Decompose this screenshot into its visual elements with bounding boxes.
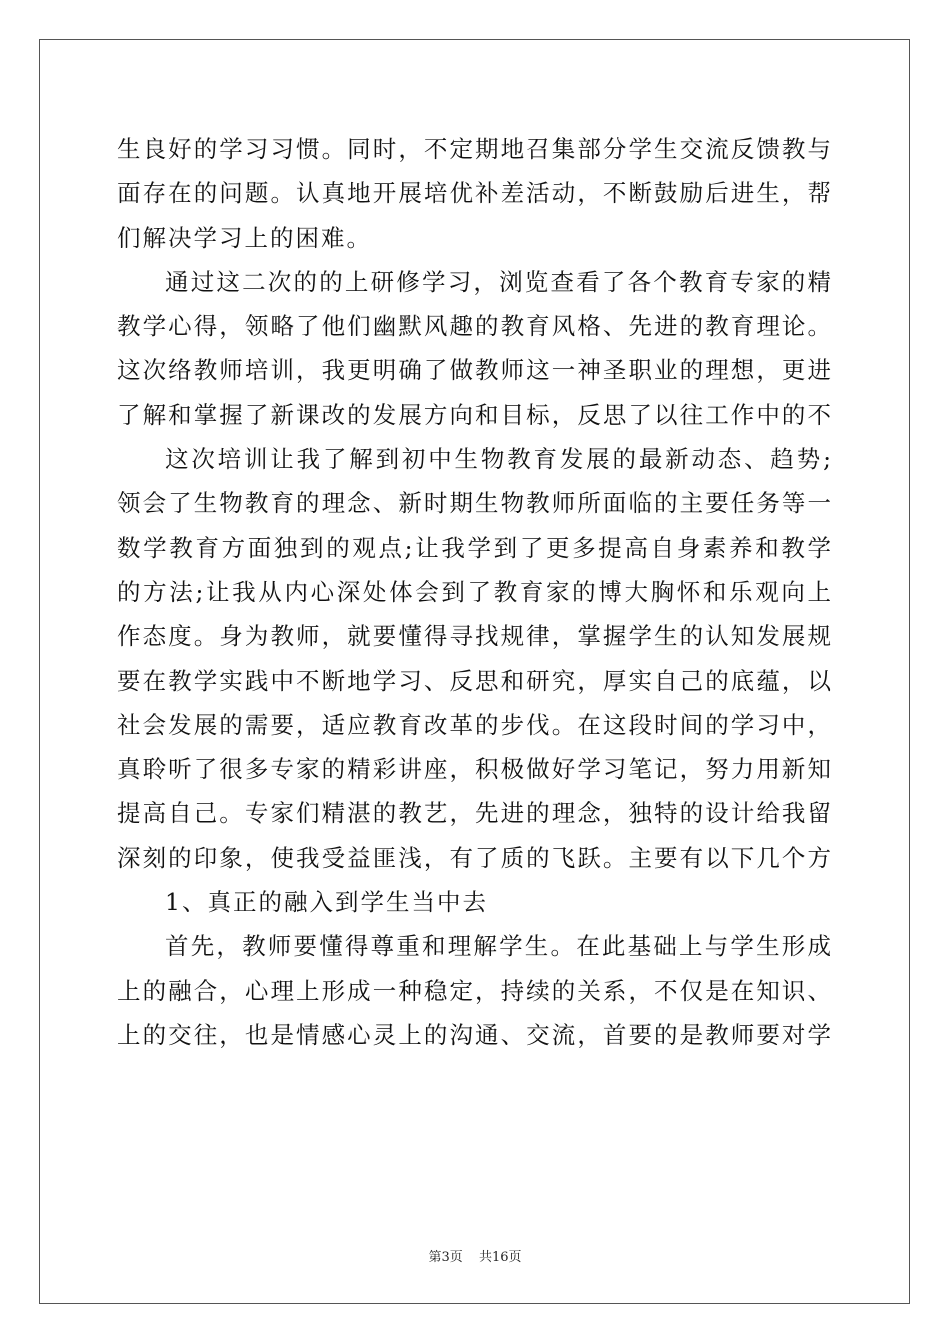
- text-line: 上的融合，心理上形成一种稳定，持续的关系，不仅是在知识、: [117, 976, 833, 1005]
- text-line: 数学教育方面独到的观点;让我学到了更多提高自身素养和教学: [117, 533, 833, 562]
- text-line: 领会了生物教育的理念、新时期生物教师所面临的主要任务等一: [117, 489, 833, 518]
- text-line: 教学心得，领略了他们幽默风趣的教育风格、先进的教育理论。: [117, 312, 833, 341]
- text-line: 社会发展的需要，适应教育改革的步伐。在这段时间的学习中，: [117, 710, 833, 739]
- text-line: 要在教学实践中不断地学习、反思和研究，厚实自己的底蕴，以: [117, 666, 833, 695]
- text-line: 的方法;让我从内心深处体会到了教育家的博大胸怀和乐观向上: [117, 577, 833, 606]
- paragraph-first-line: 通过这二次的的上研修学习，浏览查看了各个教育专家的精: [165, 267, 833, 296]
- text-line: 这次络教师培训，我更明确了做教师这一神圣职业的理想，更进: [117, 356, 833, 385]
- text-line: 生良好的学习习惯。同时，不定期地召集部分学生交流反馈教与: [117, 135, 833, 163]
- text-line: 提高自己。专家们精湛的教艺，先进的理念，独特的设计给我留: [117, 799, 833, 828]
- paragraph-first-line: 首先，教师要懂得尊重和理解学生。在此基础上与学生形成: [165, 932, 833, 961]
- text-line: 了解和掌握了新课改的发展方向和目标，反思了以往工作中的不: [117, 400, 833, 429]
- text-line: 上的交往，也是情感心灵上的沟通、交流，首要的是教师要对学: [117, 1020, 833, 1049]
- page-number: 第3页: [428, 1250, 463, 1265]
- text-line: 作态度。身为教师，就要懂得寻找规律，掌握学生的认知发展规: [117, 622, 833, 651]
- text-line: 真聆听了很多专家的精彩讲座，积极做好学习笔记，努力用新知: [117, 755, 833, 784]
- page-total: 共16页: [478, 1250, 522, 1265]
- text-line: 面存在的问题。认真地开展培优补差活动，不断鼓励后进生，帮: [117, 179, 833, 208]
- text-line: 深刻的印象，使我受益匪浅，有了质的飞跃。主要有以下几个方: [117, 843, 833, 872]
- paragraph-first-line: 这次培训让我了解到初中生物教育发展的最新动态、趋势;: [165, 445, 833, 474]
- document-body: [117, 127, 833, 1057]
- text-line: 们解决学习上的困难。: [117, 223, 372, 252]
- page-footer: [0, 1246, 950, 1265]
- section-heading: 1、真正的融入到学生当中去: [165, 888, 488, 917]
